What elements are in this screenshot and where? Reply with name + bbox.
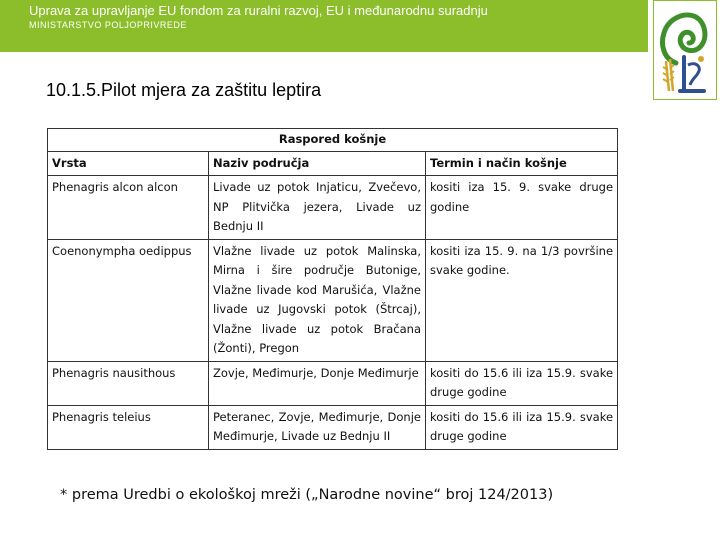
table-cell-species: Phenagris teleius (48, 405, 209, 449)
table-row (48, 176, 618, 240)
table-caption: Raspored košnje (48, 129, 618, 152)
slide-heading: 10.1.5.Pilot mjera za zaštitu leptira (46, 80, 322, 100)
table-cell-mowing: kositi do 15.6 ili iza 15.9. svake druge godine (426, 405, 618, 449)
column-header: Termin i način košnje (426, 151, 618, 176)
footnote: * prema Uredbi o ekološkoj mreži („Narodne novine“ broj 124/2013) (60, 487, 554, 503)
table-cell-species: Phenagris nausithous (48, 361, 209, 405)
table-cell-species: Coenonympha oedippus (48, 239, 209, 361)
header-subtitle: MINISTARSTVO POLJOPRIVREDE (29, 20, 187, 30)
header-band (0, 0, 648, 52)
table-cell-area: Livade uz potok Injaticu, Zvečevo, NP Plitvička jezera, Livade uz Bednju II (209, 176, 426, 240)
header-title: Uprava za upravljanje EU fondom za ruralni razvoj, EU i međunarodnu suradnju (29, 3, 488, 18)
table-row (48, 405, 618, 449)
table-row (48, 361, 618, 405)
table-cell-area: Vlažne livade uz potok Malinska, Mirna i šire područje Butonige, Vlažne livade kod Marušića, Vlažne livade uz Jugovski potok (Štrcaj), Vlažne livade uz potok Bračana (Žonti), Pregon (209, 239, 426, 361)
table-row (48, 239, 618, 361)
table-cell-species: Phenagris alcon alcon (48, 176, 209, 240)
mowing-schedule-table (47, 128, 617, 450)
column-header: Vrsta (48, 151, 209, 176)
table-cell-area: Zovje, Međimurje, Donje Međimurje (209, 361, 426, 405)
ministry-logo-icon (654, 1, 716, 99)
column-header: Naziv područja (209, 151, 426, 176)
table-cell-mowing: kositi iza 15. 9. na 1/3 površine svake godine. (426, 239, 618, 361)
ministry-logo (653, 0, 717, 100)
table-cell-area: Peteranec, Zovje, Međimurje, Donje Međimurje, Livade uz Bednju II (209, 405, 426, 449)
table-cell-mowing: kositi iza 15. 9. svake druge godine (426, 176, 618, 240)
table-header-row (48, 151, 618, 176)
table-cell-mowing: kositi do 15.6 ili iza 15.9. svake druge godine (426, 361, 618, 405)
